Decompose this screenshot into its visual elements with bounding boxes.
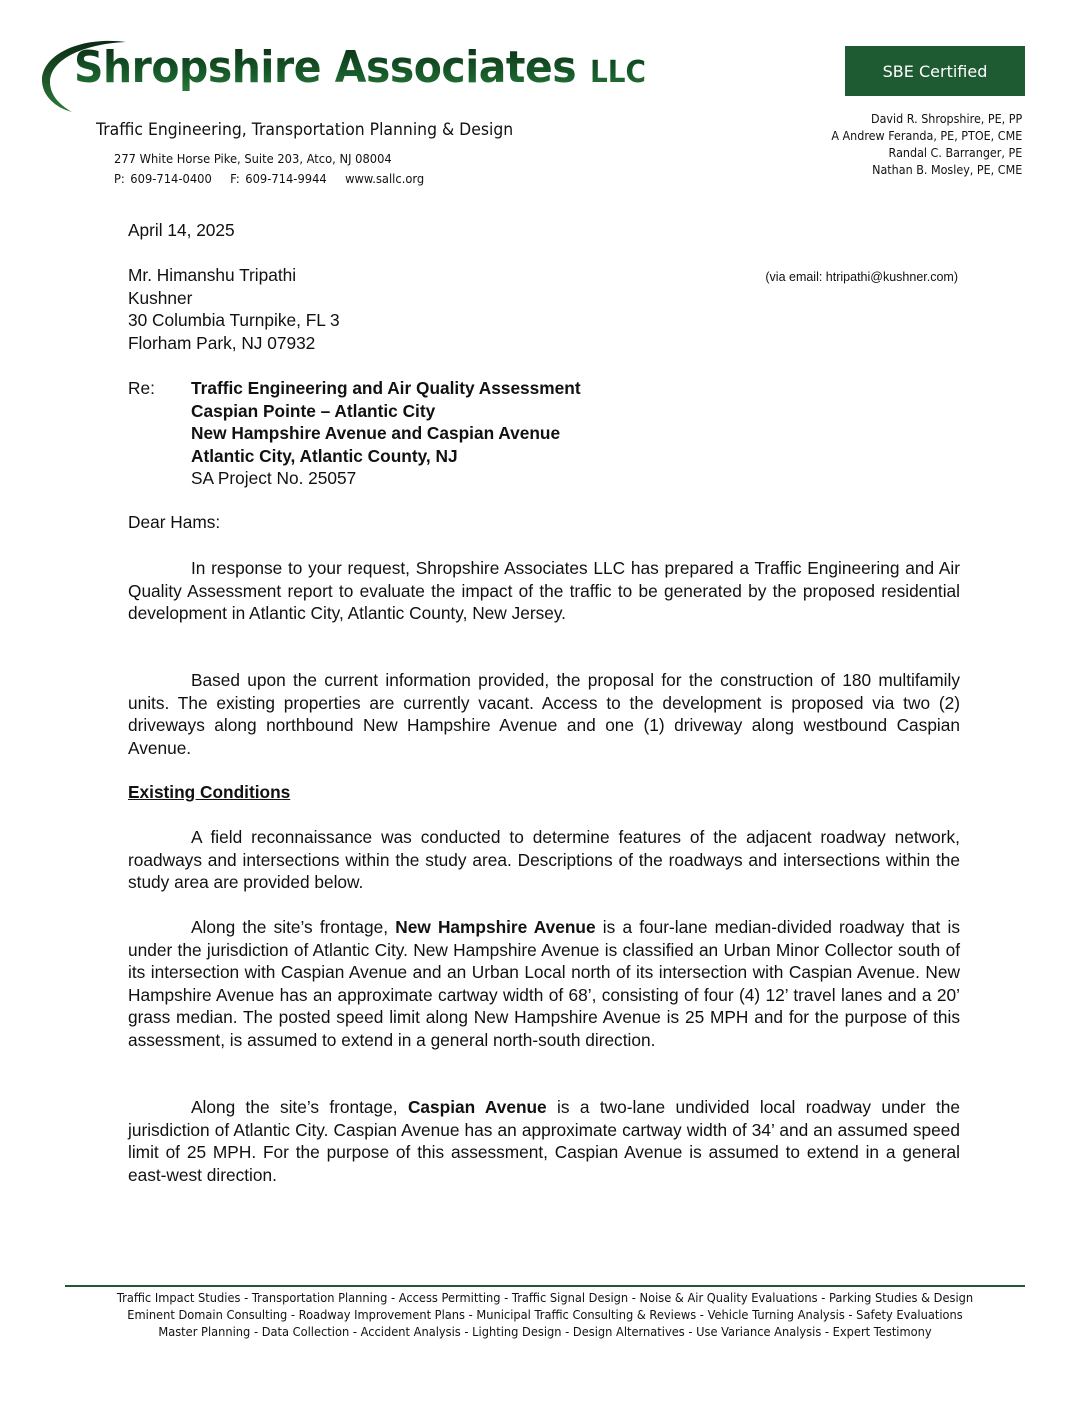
re-label: Re: — [128, 378, 155, 398]
recipient-name: Mr. Himanshu Tripathi — [128, 265, 297, 285]
company-tagline: Traffic Engineering, Transportation Planning & Design — [96, 120, 514, 140]
company-address: 277 White Horse Pike, Suite 203, Atco, NJ 08004 — [114, 151, 392, 166]
recipient-company: Kushner — [128, 287, 193, 308]
subject-line: Traffic Engineering and Air Quality Assessment — [191, 378, 581, 398]
principal-name: Randal C. Barranger, PE — [888, 146, 1022, 160]
company-contact — [114, 171, 437, 186]
recipient-street: 30 Columbia Turnpike, FL 3 — [128, 310, 340, 330]
road-name: Caspian Avenue — [407, 1097, 547, 1117]
body-paragraph: Along the site’s frontage, New Hampshire Avenue is a four-lane median-divided roadway that is under the jurisdiction of Atlantic City. New Hampshire Avenue is classified an Urban Minor Collector south of its intersection with Caspian Avenue and an Urban Local north of its intersection with Caspian Avenue. New Hampshire Avenue has an approximate cartway width of 68’, consisting of four (4) 12’ travel lanes and a 20’ grass median. The posted speed limit along New Hampshire Avenue is 25 MPH and for the purpose of this assessment, is assumed to extend in a general north-south direction. — [128, 917, 960, 1050]
road-name: New Hampshire Avenue — [395, 917, 596, 937]
principals-list — [817, 111, 1022, 179]
body-paragraph: Along the site’s frontage, Caspian Avenue is a two-lane undivided local roadway under the jurisdiction of Atlantic City. Caspian Avenue has an approximate cartway width of 34’ and an assumed speed limit of 25 MPH. For the purpose of this assessment, Caspian Avenue is assumed to extend in a general east-west direction. — [128, 1097, 961, 1185]
salutation: Dear Hams: — [128, 512, 221, 532]
principal-name: David R. Shropshire, PE, PP — [870, 112, 1022, 126]
via-email: (via email: htripathi@kushner.com) — [765, 270, 958, 284]
company-logo — [38, 36, 738, 116]
footer-divider — [65, 1285, 1025, 1287]
subject-line: New Hampshire Avenue and Caspian Avenue — [191, 423, 561, 443]
subject-block — [128, 377, 960, 490]
principal-name: A Andrew Feranda, PE, PTOE, CME — [831, 129, 1022, 143]
section-heading: Existing Conditions — [128, 782, 291, 802]
sbe-certified-badge: SBE Certified — [845, 46, 1025, 96]
body-paragraph: In response to your request, Shropshire Associates LLC has prepared a Traffic Engineering and Air Quality Assessment report to evaluate the impact of the traffic to be generated by the proposed residential development in Atlantic City, Atlantic County, New Jersey. — [128, 558, 960, 623]
recipient-city: Florham Park, NJ 07932 — [128, 332, 316, 353]
company-fax: F: 609-714-9944 — [230, 171, 327, 186]
project-number: SA Project No. 25057 — [191, 468, 357, 488]
footer-line: Traffic Impact Studies - Transportation Planning - Access Permitting - Traffic Signal Design - Noise & Air Quality Evaluations - Parking Studies & Design — [116, 1291, 974, 1305]
subject-line: Atlantic City, Atlantic County, NJ — [191, 445, 458, 466]
company-phone: P: 609-714-0400 — [114, 171, 212, 186]
body-paragraph: A field reconnaissance was conducted to determine features of the adjacent roadway network, roadways and intersections within the study area. Descriptions of the roadways and intersections within the study area are provided below. — [128, 827, 960, 892]
letter-date: April 14, 2025 — [128, 220, 235, 240]
footer-line: Eminent Domain Consulting - Roadway Improvement Plans - Municipal Traffic Consulting & Reviews - Vehicle Turning Analysis - Safety Evaluations — [127, 1308, 963, 1322]
subject-line: Caspian Pointe – Atlantic City — [191, 400, 436, 421]
company-name: Shropshire Associates LLC — [74, 42, 647, 93]
principal-name: Nathan B. Mosley, PE, CME — [871, 163, 1022, 177]
services-footer — [65, 1290, 1025, 1341]
company-website[interactable]: www.sallc.org — [345, 171, 425, 186]
body-paragraph: Based upon the current information provided, the proposal for the construction of 180 multifamily units. The existing properties are currently vacant. Access to the development is proposed via two (2) driveways along northbound New Hampshire Avenue and one (1) driveway along westbound Caspian Avenue. — [128, 670, 960, 758]
footer-line: Master Planning - Data Collection - Accident Analysis - Lighting Design - Design Alternatives - Use Variance Analysis - Expert Testimony — [158, 1325, 932, 1339]
